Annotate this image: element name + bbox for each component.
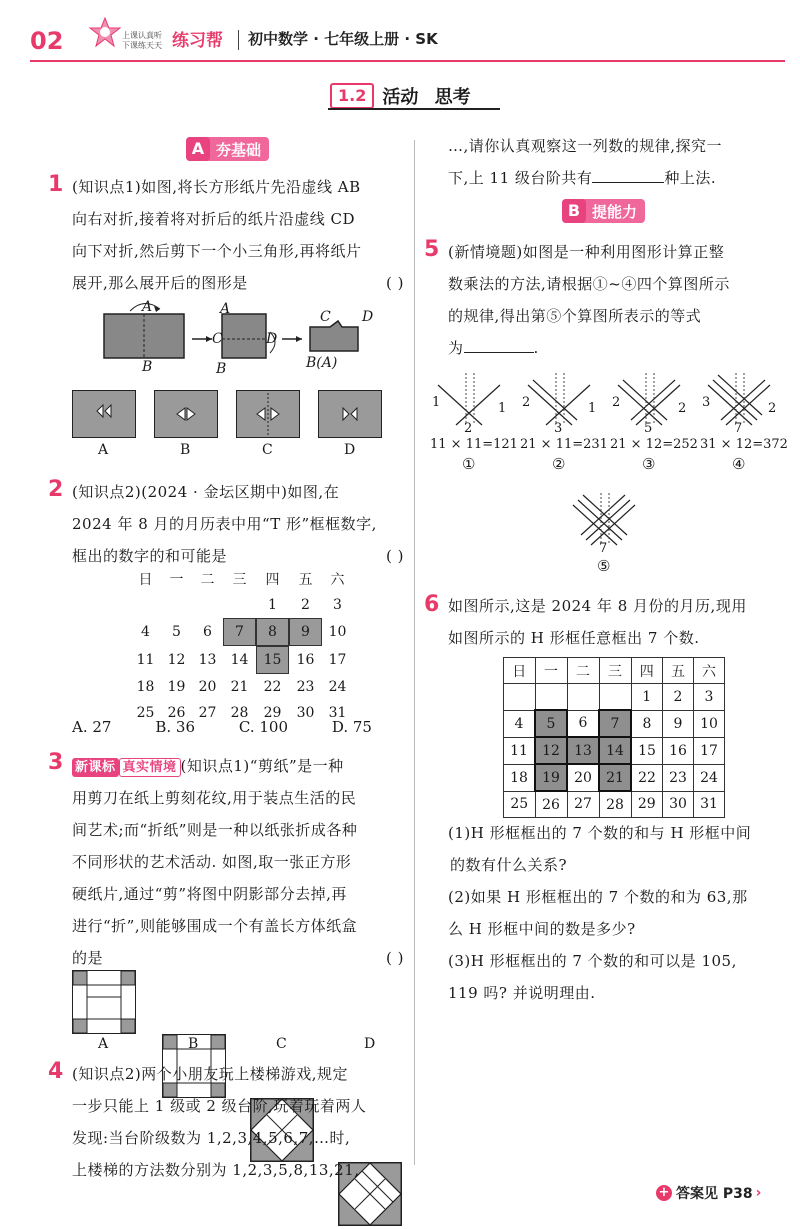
fig-label-d2: D — [362, 309, 374, 325]
calendar-header-cell: 日 — [138, 572, 153, 588]
calendar-cell-h-frame: 13 — [567, 737, 599, 764]
calendar-cell: 21 — [230, 679, 249, 695]
calendar-cell: 26 — [535, 791, 567, 818]
lesson-heading — [330, 83, 471, 109]
q5-left-count: 3 — [702, 395, 711, 410]
calendar-cell-t-shape: 8 — [256, 618, 289, 646]
calendar-cell — [535, 684, 567, 711]
column-divider — [414, 140, 415, 1165]
q3-text — [72, 750, 412, 974]
brand-name: 练习帮 — [172, 31, 223, 51]
calendar-cell: 1 — [268, 597, 277, 613]
header-separator — [238, 30, 239, 50]
crossing-lines-diagram — [700, 365, 780, 427]
calendar-cell: 10 — [694, 710, 725, 737]
section-a-tag — [186, 137, 269, 161]
q3-tag-real-situation: 真实情境 — [119, 758, 181, 777]
calendar-cell: 19 — [167, 679, 186, 695]
calendar-cell: 28 — [599, 791, 631, 818]
fig-label-a: A — [142, 299, 153, 315]
q5-answer-blank[interactable] — [464, 352, 534, 353]
calendar-header-row — [130, 566, 353, 592]
q4-line: 种上法. — [664, 169, 717, 187]
q1-option-d-figure — [318, 390, 382, 438]
calendar-header-cell: 六 — [694, 658, 725, 684]
q1-option-b-figure — [154, 390, 218, 438]
calendar-cell: 20 — [198, 679, 217, 695]
q6-sub1: 的数有什么关系? — [450, 856, 568, 874]
calendar-cell: 25 — [504, 791, 536, 818]
q6-sub1: (1)H 形框框出的 7 个数的和与 H 形框中间 — [448, 824, 752, 842]
calendar-cell: 4 — [504, 710, 536, 737]
chevron-right-icon: › — [755, 1185, 762, 1201]
q5-line: 数乘法的方法,请根据①~④四个算图所示 — [448, 275, 730, 293]
q5-right-count: 1 — [588, 401, 597, 416]
q3-line: 用剪刀在纸上剪刻花纹,用于装点生活的民 — [72, 789, 357, 807]
book-title: 初中数学 · 七年级上册 · SK — [248, 30, 438, 48]
calendar-header-cell: 一 — [535, 658, 567, 684]
calendar-cell — [192, 592, 223, 618]
q3-line: 进行“折”,则能够围成一个有盖长方体纸盒 — [72, 917, 358, 935]
q3-option-a-label: A — [98, 1036, 109, 1052]
calendar-cell: 31 — [328, 705, 347, 721]
calendar-row — [504, 684, 725, 711]
calendar-row — [130, 618, 353, 646]
q5-line: . — [533, 339, 539, 357]
q6-sub2: (2)如果 H 形框框出的 7 个数的和为 63,那 — [448, 888, 748, 906]
q4-answer-blank[interactable] — [592, 182, 664, 183]
fig-label-a2: A — [220, 301, 231, 317]
q2-line: 框出的数字的和可能是 — [72, 547, 228, 565]
q3-options — [72, 970, 412, 1050]
calendar-cell: 23 — [296, 679, 315, 695]
q2-choice-a: A. 27 — [72, 718, 112, 736]
q5-last-line — [448, 332, 788, 364]
q5-figure-index: ⑤ — [597, 557, 611, 575]
calendar-cell: 12 — [167, 652, 186, 668]
calendar-cell: 4 — [141, 624, 150, 640]
q1-option-a-label: A — [98, 442, 109, 458]
q6-sub3: (3)H 形框框出的 7 个数的和可以是 105, — [448, 952, 737, 970]
q6-subquestions — [448, 817, 793, 1009]
calendar-cell-h-frame: 12 — [535, 737, 567, 764]
calendar-cell: 29 — [263, 705, 282, 721]
q5-figure-index: ① — [462, 455, 476, 473]
lesson-number: 1.2 — [330, 83, 374, 109]
mascot-logo-icon — [88, 16, 122, 50]
calendar-cell: 10 — [328, 624, 347, 640]
q2-number: 2 — [48, 477, 64, 502]
calendar-cell: 9 — [663, 710, 694, 737]
calendar-cell — [223, 592, 256, 618]
calendar-cell-t-shape: 9 — [289, 618, 322, 646]
q3-option-c-label: C — [276, 1036, 287, 1052]
fig-label-ba: B(A) — [306, 355, 338, 371]
section-b-label: 提能力 — [592, 202, 638, 221]
q5-number: 5 — [424, 237, 440, 262]
q4-line: 发现:当台阶级数为 1,2,3,4,5,6,7,…时, — [72, 1129, 351, 1147]
q6-line: 如图所示的 H 形框任意框出 7 个数. — [448, 629, 700, 647]
fig-label-b: B — [142, 359, 153, 375]
slogan-line-2: 下课练天天 — [122, 41, 162, 50]
calendar-cell: 5 — [172, 624, 181, 640]
calendar-cell: 22 — [263, 679, 282, 695]
q5-figure-2 — [520, 365, 608, 473]
calendar-header-cell: 四 — [265, 572, 280, 588]
fig-label-d: D — [266, 331, 278, 347]
q3-line: 不同形状的艺术活动. 如图,取一张正方形 — [72, 853, 352, 871]
calendar-cell: 15 — [631, 737, 663, 764]
calendar-cell — [161, 592, 192, 618]
calendar-cell: 29 — [631, 791, 663, 818]
q2-text — [72, 476, 412, 572]
calendar-header-cell: 六 — [330, 572, 345, 588]
lesson-title: 活动 思考 — [382, 87, 471, 108]
q1-line: (知识点1)如图,将长方形纸片先沿虚线 AB — [72, 178, 361, 196]
calendar-cell-h-frame: 21 — [599, 764, 631, 791]
calendar-row — [130, 646, 353, 674]
calendar-header-cell: 二 — [200, 572, 215, 588]
answer-reference[interactable] — [656, 1183, 761, 1203]
q5-figure-1 — [430, 365, 518, 473]
calendar-cell: 2 — [301, 597, 310, 613]
q4-text-continued — [448, 130, 788, 194]
q5-figure-index: ② — [552, 455, 566, 473]
q4-line: 一步只能上 1 级或 2 级台阶,玩着玩着两人 — [72, 1097, 367, 1115]
q3-answer-paren: ( ) — [386, 949, 404, 967]
calendar-header-cell: 日 — [504, 658, 536, 684]
section-a-label: 夯基础 — [216, 140, 262, 159]
q5-bottom-count: 7 — [599, 541, 608, 556]
q5-left-count: 1 — [432, 395, 441, 410]
calendar-header-cell: 一 — [169, 572, 184, 588]
calendar-header-cell: 三 — [599, 658, 631, 684]
q4-number: 4 — [48, 1059, 64, 1084]
calendar-cell: 20 — [567, 764, 599, 791]
q3-first-line — [72, 750, 412, 782]
calendar-cell-h-frame: 5 — [535, 710, 567, 737]
q2-calendar — [130, 566, 353, 726]
q5-right-count: 2 — [678, 401, 687, 416]
calendar-cell: 6 — [567, 710, 599, 737]
page-number: 02 — [30, 27, 64, 55]
crossing-lines-diagram — [610, 365, 690, 427]
q1-options — [72, 390, 392, 462]
q4-line: …,请你认真观察这一列数的规律,探究一 — [448, 137, 723, 155]
calendar-row — [130, 592, 353, 618]
header-slogan — [122, 31, 162, 51]
calendar-cell: 30 — [296, 705, 315, 721]
q6-sub2: 么 H 形框中间的数是多少? — [448, 920, 636, 938]
calendar-row — [504, 791, 725, 818]
calendar-header-cell: 二 — [567, 658, 599, 684]
calendar-cell-h-frame: 19 — [535, 764, 567, 791]
calendar-cell: 1 — [631, 684, 663, 711]
calendar-cell-t-shape: 7 — [223, 618, 256, 646]
calendar-cell: 27 — [567, 791, 599, 818]
q1-fold-figure — [100, 297, 420, 377]
calendar-cell: 3 — [694, 684, 725, 711]
q2-choice-b: B. 36 — [155, 718, 195, 736]
calendar-cell: 27 — [198, 705, 217, 721]
crossing-lines-diagram — [520, 365, 600, 427]
calendar-cell: 22 — [631, 764, 663, 791]
q2-answer-paren: ( ) — [386, 547, 404, 565]
calendar-header-cell: 五 — [663, 658, 694, 684]
q3-line: 的是 — [72, 949, 104, 967]
crossing-lines-diagram — [430, 365, 510, 427]
q5-line-multiplication-figures — [430, 365, 788, 580]
q5-figure-3 — [610, 365, 698, 473]
q6-sub3: 119 吗? 并说明理由. — [448, 984, 596, 1002]
calendar-cell — [599, 684, 631, 711]
q4-last-line — [448, 162, 788, 194]
calendar-cell: 28 — [230, 705, 249, 721]
q1-number: 1 — [48, 172, 64, 197]
calendar-cell: 24 — [694, 764, 725, 791]
q1-line: 向下对折,然后剪下一个小三角形,再将纸片 — [72, 242, 362, 260]
calendar-cell: 13 — [198, 652, 217, 668]
q1-last-line — [72, 267, 412, 299]
q5-equation: 31 × 12=372 — [700, 437, 788, 452]
q2-line: (知识点2)(2024 · 金坛区期中)如图,在 — [72, 483, 340, 501]
q2-choice-d: D. 75 — [331, 718, 372, 736]
q1-answer-paren: ( ) — [386, 274, 404, 292]
plus-icon: + — [656, 1185, 672, 1201]
lesson-underline — [328, 108, 500, 110]
q5-figure-4 — [700, 365, 788, 473]
calendar-cell-t-shape: 15 — [256, 646, 289, 674]
calendar-cell: 11 — [504, 737, 536, 764]
q6-calendar — [503, 657, 725, 818]
calendar-cell: 11 — [136, 652, 155, 668]
calendar-cell: 30 — [663, 791, 694, 818]
q5-bottom-count: 5 — [644, 421, 653, 436]
crossing-lines-diagram — [565, 485, 645, 547]
calendar-header-cell: 三 — [232, 572, 247, 588]
q5-bottom-count: 3 — [554, 421, 563, 436]
q5-equation: 11 × 11=121 — [430, 437, 518, 452]
q1-option-a-figure — [72, 390, 136, 438]
q1-option-c-figure — [236, 390, 300, 438]
q1-option-c-label: C — [262, 442, 273, 458]
q5-text — [448, 236, 788, 364]
calendar-header-cell: 四 — [631, 658, 663, 684]
header-rule — [30, 60, 785, 62]
q5-line: 为 — [448, 339, 464, 357]
calendar-cell: 26 — [167, 705, 186, 721]
q3-option-b-label: B — [188, 1036, 199, 1052]
q2-choice-c: C. 100 — [238, 718, 288, 736]
q5-bottom-count: 2 — [464, 421, 473, 436]
q5-left-count: 2 — [612, 395, 621, 410]
calendar-header-cell: 五 — [298, 572, 313, 588]
fig-label-b2: B — [216, 361, 227, 377]
q6-number: 6 — [424, 592, 440, 617]
fig-label-c2: C — [320, 309, 331, 325]
q4-line: (知识点2)两个小朋友玩上楼梯游戏,规定 — [72, 1065, 349, 1083]
calendar-cell: 17 — [694, 737, 725, 764]
calendar-row — [504, 737, 725, 764]
section-a-letter: A — [186, 137, 210, 161]
q5-bottom-count: 7 — [734, 421, 743, 436]
q3-line: (知识点1)“剪纸”是一种 — [180, 757, 344, 775]
calendar-cell: 14 — [230, 652, 249, 668]
section-b-letter: B — [562, 199, 586, 223]
calendar-cell: 16 — [296, 652, 315, 668]
calendar-cell: 2 — [663, 684, 694, 711]
calendar-cell: 17 — [328, 652, 347, 668]
q5-right-count: 1 — [498, 401, 507, 416]
q4-line: 上楼梯的方法数分别为 1,2,3,5,8,13,21, — [72, 1161, 360, 1179]
calendar-cell: 8 — [631, 710, 663, 737]
q5-figure-index: ③ — [642, 455, 656, 473]
calendar-row — [504, 710, 725, 737]
calendar-header-row — [504, 658, 725, 684]
calendar-cell: 23 — [663, 764, 694, 791]
answer-reference-label: 答案见 P38 — [676, 1186, 753, 1202]
q6-text — [448, 590, 793, 654]
q4-line: 下,上 11 级台阶共有 — [448, 169, 593, 187]
q5-equation: 21 × 11=231 — [520, 437, 608, 452]
q1-line: 展开,那么展开后的图形是 — [72, 274, 248, 292]
q3-number: 3 — [48, 750, 64, 775]
q5-equation: 21 × 12=252 — [610, 437, 698, 452]
q3-tag-new-standard: 新课标 — [72, 758, 119, 777]
q6-line: 如图所示,这是 2024 年 8 月份的月历,现用 — [448, 597, 747, 615]
calendar-cell: 18 — [136, 679, 155, 695]
calendar-cell — [504, 684, 536, 711]
q5-left-count: 2 — [522, 395, 531, 410]
q1-option-d-label: D — [344, 442, 356, 458]
fig-label-c: C — [212, 331, 223, 347]
calendar-cell: 6 — [203, 624, 212, 640]
q5-line: 的规律,得出第⑤个算图所表示的等式 — [448, 307, 702, 325]
calendar-cell: 3 — [333, 597, 342, 613]
q2-line: 2024 年 8 月的月历表中用“T 形”框框数字, — [72, 515, 377, 533]
calendar-cell — [130, 592, 161, 618]
calendar-cell: 31 — [694, 791, 725, 818]
q3-line: 间艺术;而“折纸”则是一种以纸张折成各种 — [72, 821, 358, 839]
calendar-row — [130, 674, 353, 700]
calendar-cell: 25 — [136, 705, 155, 721]
calendar-cell-h-frame: 14 — [599, 737, 631, 764]
q1-line: 向右对折,接着将对折后的纸片沿虚线 CD — [72, 210, 356, 228]
calendar-cell-h-frame: 7 — [599, 710, 631, 737]
q3-line: 硬纸片,通过“剪”将图中阴影部分去掉,再 — [72, 885, 347, 903]
calendar-cell — [567, 684, 599, 711]
calendar-cell: 24 — [328, 679, 347, 695]
section-b-tag — [562, 199, 645, 223]
q3-option-d-label: D — [364, 1036, 376, 1052]
q5-figure-5 — [565, 485, 645, 585]
q3-option-a-figure — [72, 970, 136, 1034]
q1-text — [72, 171, 412, 299]
calendar-row — [504, 764, 725, 791]
calendar-cell: 18 — [504, 764, 536, 791]
calendar-cell: 16 — [663, 737, 694, 764]
q2-choices — [72, 718, 402, 736]
q5-right-count: 2 — [768, 401, 777, 416]
q4-text — [72, 1058, 412, 1186]
q5-figure-index: ④ — [732, 455, 746, 473]
q1-option-b-label: B — [180, 442, 191, 458]
q5-line: (新情境题)如图是一种利用图形计算正整 — [448, 243, 725, 261]
slogan-line-1: 上课认真听 — [122, 31, 162, 40]
